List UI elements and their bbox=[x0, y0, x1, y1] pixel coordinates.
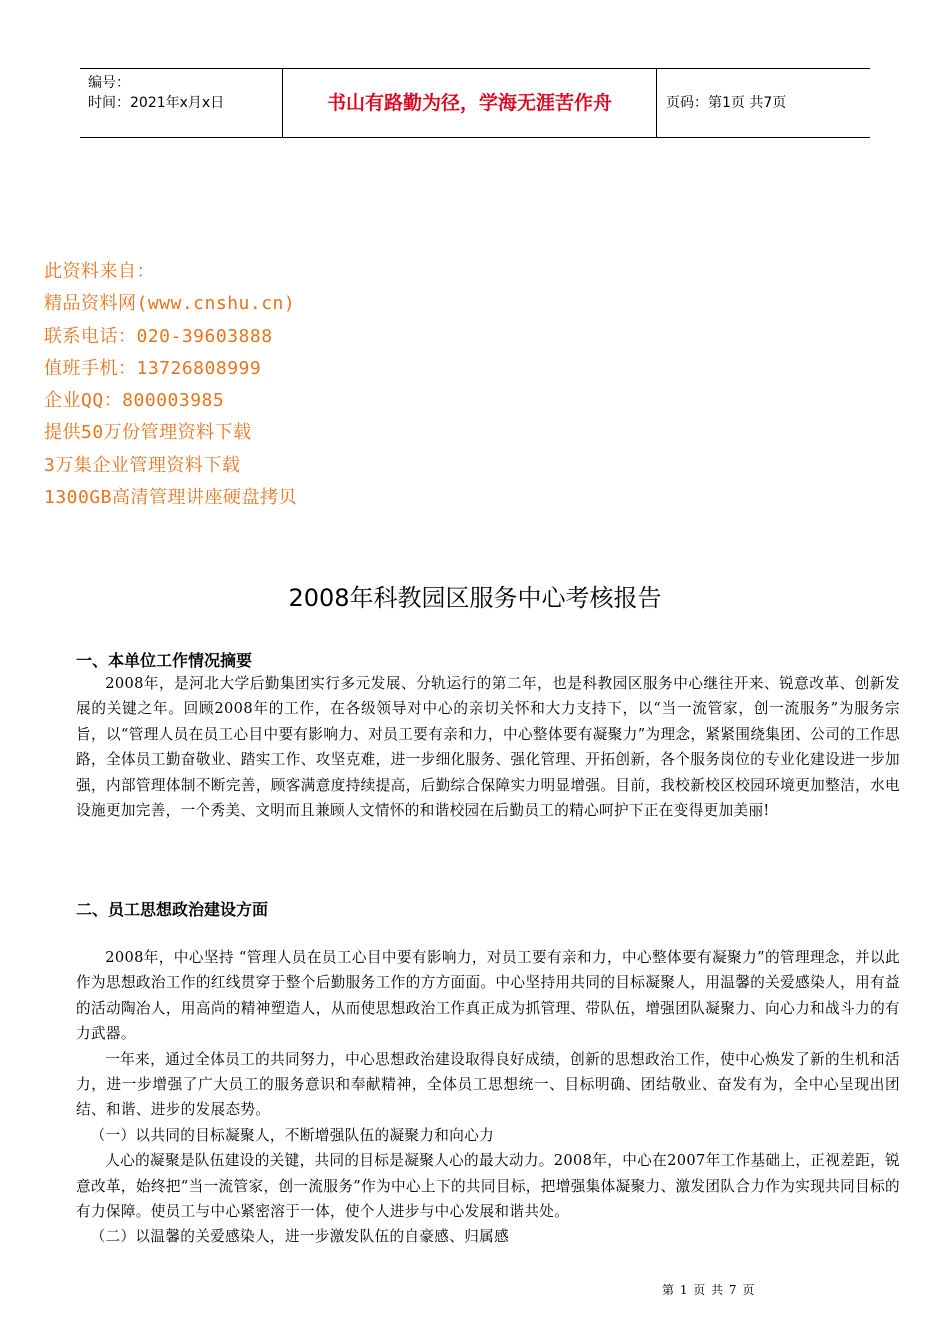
header-table bbox=[80, 68, 870, 138]
paragraph: 2008年，是河北大学后勤集团实行多元发展、分轨运行的第二年，也是科教园区服务中心继往开来、锐意改革、创新发展的关键之年。回顾2008年的工作，在各级领导对中心的亲切关怀和大力支持下，以“当一流管家，创一流服务”为服务宗旨，以“管理人员在员工心目中要有影响力、对员工要有亲和力，中心整体要有凝聚力”为理念，紧紧围绕集团、公司的工作思路，全体员工勤奋敬业、踏实工作、攻坚克难，进一步细化服务、强化管理、开拓创新，各个服务岗位的专业化建设进一步加强，内部管理体制不断完善，顾客满意度持续提高，后勤综合保障实力明显增强。目前，我校新校区校园环境更加整洁，水电设施更加完善，一个秀美、文明而且兼顾人文情怀的和谐校园在后勤员工的精心呵护下正在变得更加美丽! bbox=[76, 675, 900, 820]
source-line: 精品资料网(www.cnshu.cn) bbox=[44, 293, 296, 315]
source-line: 提供50万份管理资料下载 bbox=[44, 422, 252, 444]
source-info bbox=[44, 256, 297, 514]
source-line: 此资料来自： bbox=[44, 261, 155, 282]
subheading: （一）以共同的目标凝聚人，不断增强队伍的凝聚力和向心力 bbox=[90, 1126, 495, 1144]
section-body bbox=[76, 671, 900, 823]
time-label: 时间：2021年x月x日 bbox=[88, 95, 225, 111]
paragraph: 2008年，中心坚持 “管理人员在员工心目中要有影响力，对员工要有亲和力，中心整体要有凝聚力”的管理理念，并以此作为思想政治工作的红线贯穿于整个后勤服务工作的方方面面。中心坚持用共同的目标凝聚人，用温馨的关爱感染人，用有益的活动陶冶人，用高尚的精神塑造人，从而使思想政治工作真正成为抓管理、带队伍，增强团队凝聚力、向心力和战斗力的有力武器。 bbox=[76, 949, 900, 1043]
header-motto: 书山有路勤为径，学海无涯苦作舟 bbox=[326, 92, 612, 114]
paragraph: 人心的凝聚是队伍建设的关键，共同的目标是凝聚人心的最大动力。2008年，中心在2007年工作基础上，正视差距，锐意改革，始终把“当一流管家，创一流服务”作为中心上下的共同目标，把增强集体凝聚力、激发团队合力作为实现共同目标的有力保障。使员工与中心紧密溶于一体，使个人进步与中心发展和谐共处。 bbox=[76, 1152, 900, 1221]
number-label: 编号： bbox=[88, 75, 130, 91]
source-line: 联系电话：020-39603888 bbox=[44, 325, 273, 347]
section-heading: 二、员工思想政治建设方面 bbox=[76, 900, 269, 919]
page-footer: 第 1 页 共 7 页 bbox=[662, 1283, 756, 1297]
source-line: 3万集企业管理资料下载 bbox=[44, 454, 241, 476]
source-line: 1300GB高清管理讲座硬盘拷贝 bbox=[44, 487, 298, 509]
source-line: 企业QQ：800003985 bbox=[44, 390, 225, 412]
source-line: 值班手机：13726808999 bbox=[44, 357, 262, 379]
header-divider bbox=[656, 69, 657, 137]
document-title: 2008年科教园区服务中心考核报告 bbox=[288, 584, 662, 612]
section-heading: 一、本单位工作情况摘要 bbox=[76, 651, 253, 670]
section-body bbox=[76, 945, 900, 1250]
header-page-label: 页码：第1页 共7页 bbox=[666, 95, 787, 111]
subheading: （二）以温馨的关爱感染人，进一步激发队伍的自豪感、归属感 bbox=[90, 1228, 510, 1246]
paragraph: 一年来，通过全体员工的共同努力，中心思想政治建设取得良好成绩，创新的思想政治工作，使中心焕发了新的生机和活力，进一步增强了广大员工的服务意识和奉献精神，全体员工思想统一、目标明确、团结敬业、奋发有为，全中心呈现出团结、和谐、进步的发展态势。 bbox=[76, 1050, 900, 1119]
header-meta bbox=[88, 73, 280, 133]
